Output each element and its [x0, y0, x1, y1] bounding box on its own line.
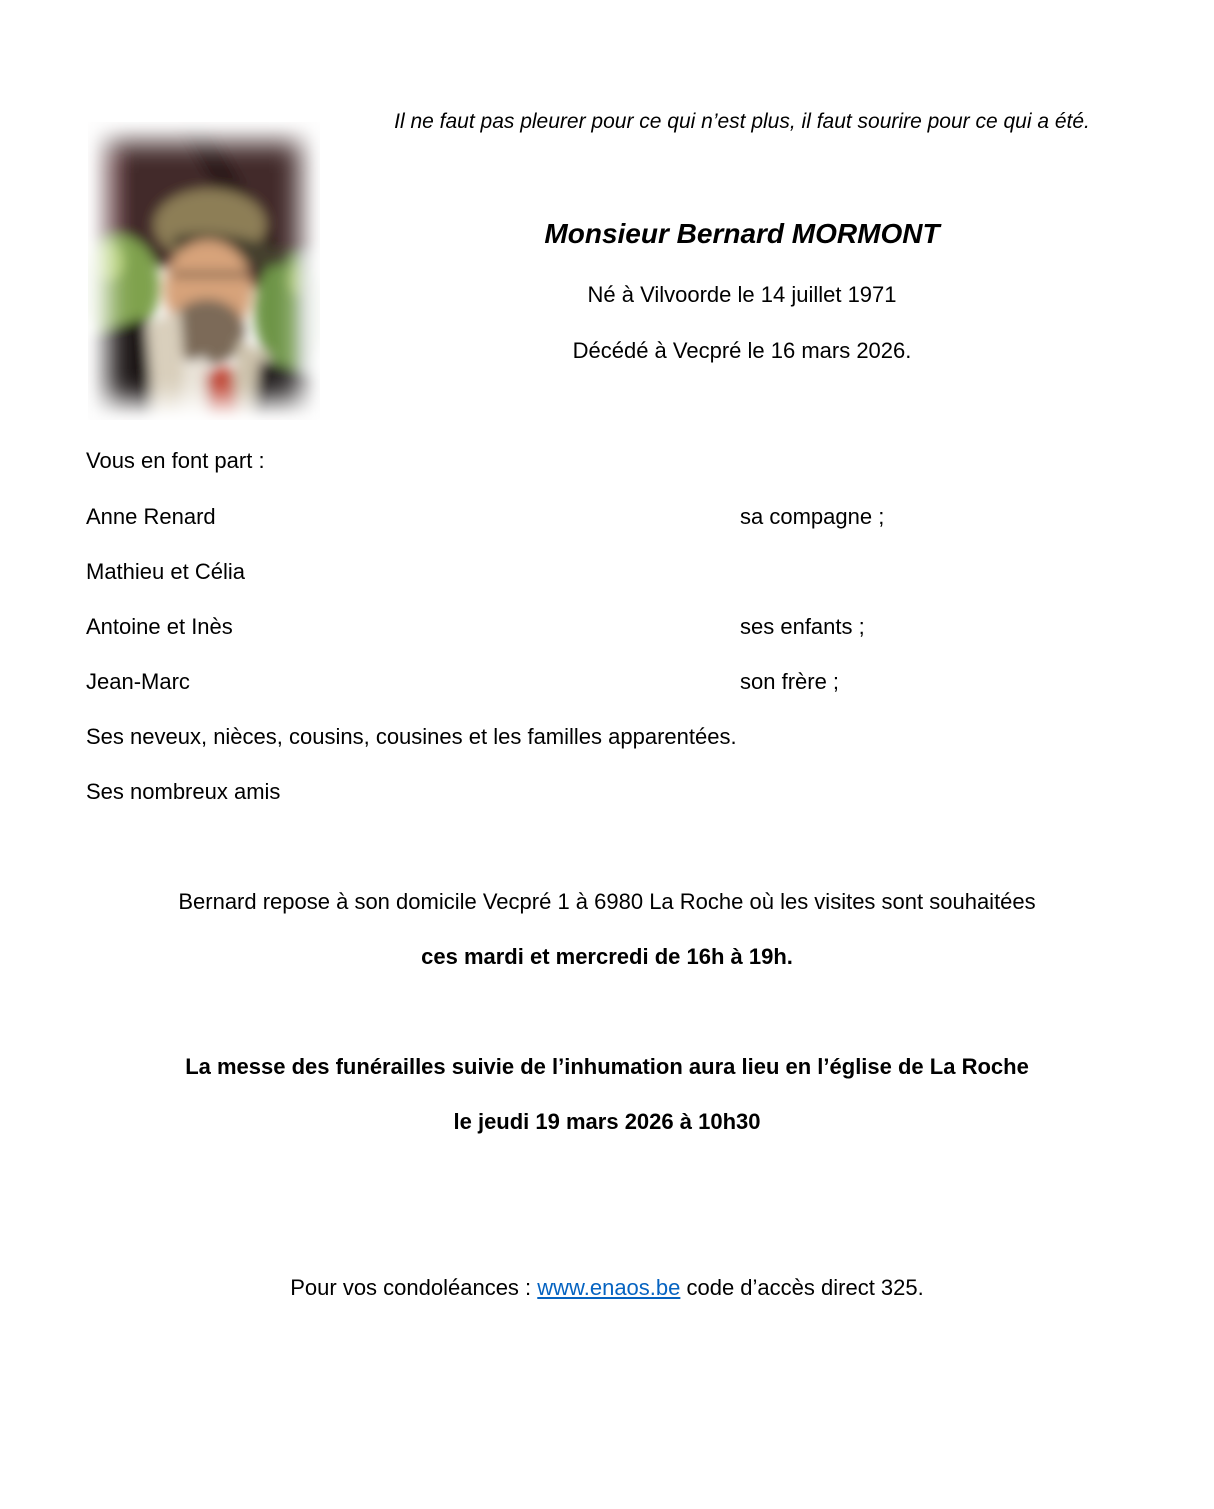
family-names: Mathieu et Célia — [86, 559, 245, 584]
family-row — [86, 559, 1136, 585]
portrait-photo-art — [88, 122, 320, 420]
memorial-quote: Il ne faut pas pleurer pour ce qui n’est plus, il faut sourire pour ce qui a été. — [394, 110, 1090, 133]
condolences-prefix: Pour vos condoléances : — [290, 1275, 538, 1300]
deceased-name-title: Monsieur Bernard MORMONT — [544, 218, 940, 249]
relatives-line: Ses neveux, nièces, cousins, cousines et les familles apparentées. — [86, 724, 737, 749]
family-relation: sa compagne ; — [740, 504, 885, 529]
portrait-photo — [88, 122, 320, 420]
condolences-suffix: code d’accès direct 325. — [680, 1275, 924, 1300]
visits-line-1: Bernard repose à son domicile Vecpré 1 à 6980 La Roche où les visites sont souhaitées — [178, 889, 1036, 914]
death-line: Décédé à Vecpré le 16 mars 2026. — [572, 338, 912, 363]
family-row — [86, 614, 1136, 640]
family-relation: ses enfants ; — [740, 614, 865, 639]
family-relation: son frère ; — [740, 669, 840, 694]
family-row — [86, 669, 1136, 695]
funeral-line-2: le jeudi 19 mars 2026 à 10h30 — [453, 1109, 761, 1134]
condolences-website-link[interactable]: www.enaos.be — [537, 1275, 681, 1300]
funeral-line-1: La messe des funérailles suivie de l’inhumation aura lieu en l’église de La Roche — [185, 1054, 1029, 1079]
family-row — [86, 504, 1136, 530]
condolences-line — [0, 1275, 1214, 1301]
family-names: Jean-Marc — [86, 669, 190, 694]
friends-line: Ses nombreux amis — [86, 779, 281, 804]
family-names: Antoine et Inès — [86, 614, 233, 639]
visits-line-2: ces mardi et mercredi de 16h à 19h. — [421, 944, 793, 969]
family-names: Anne Renard — [86, 504, 216, 529]
birth-line: Né à Vilvoorde le 14 juillet 1971 — [587, 282, 897, 307]
announcement-intro: Vous en font part : — [86, 448, 265, 473]
